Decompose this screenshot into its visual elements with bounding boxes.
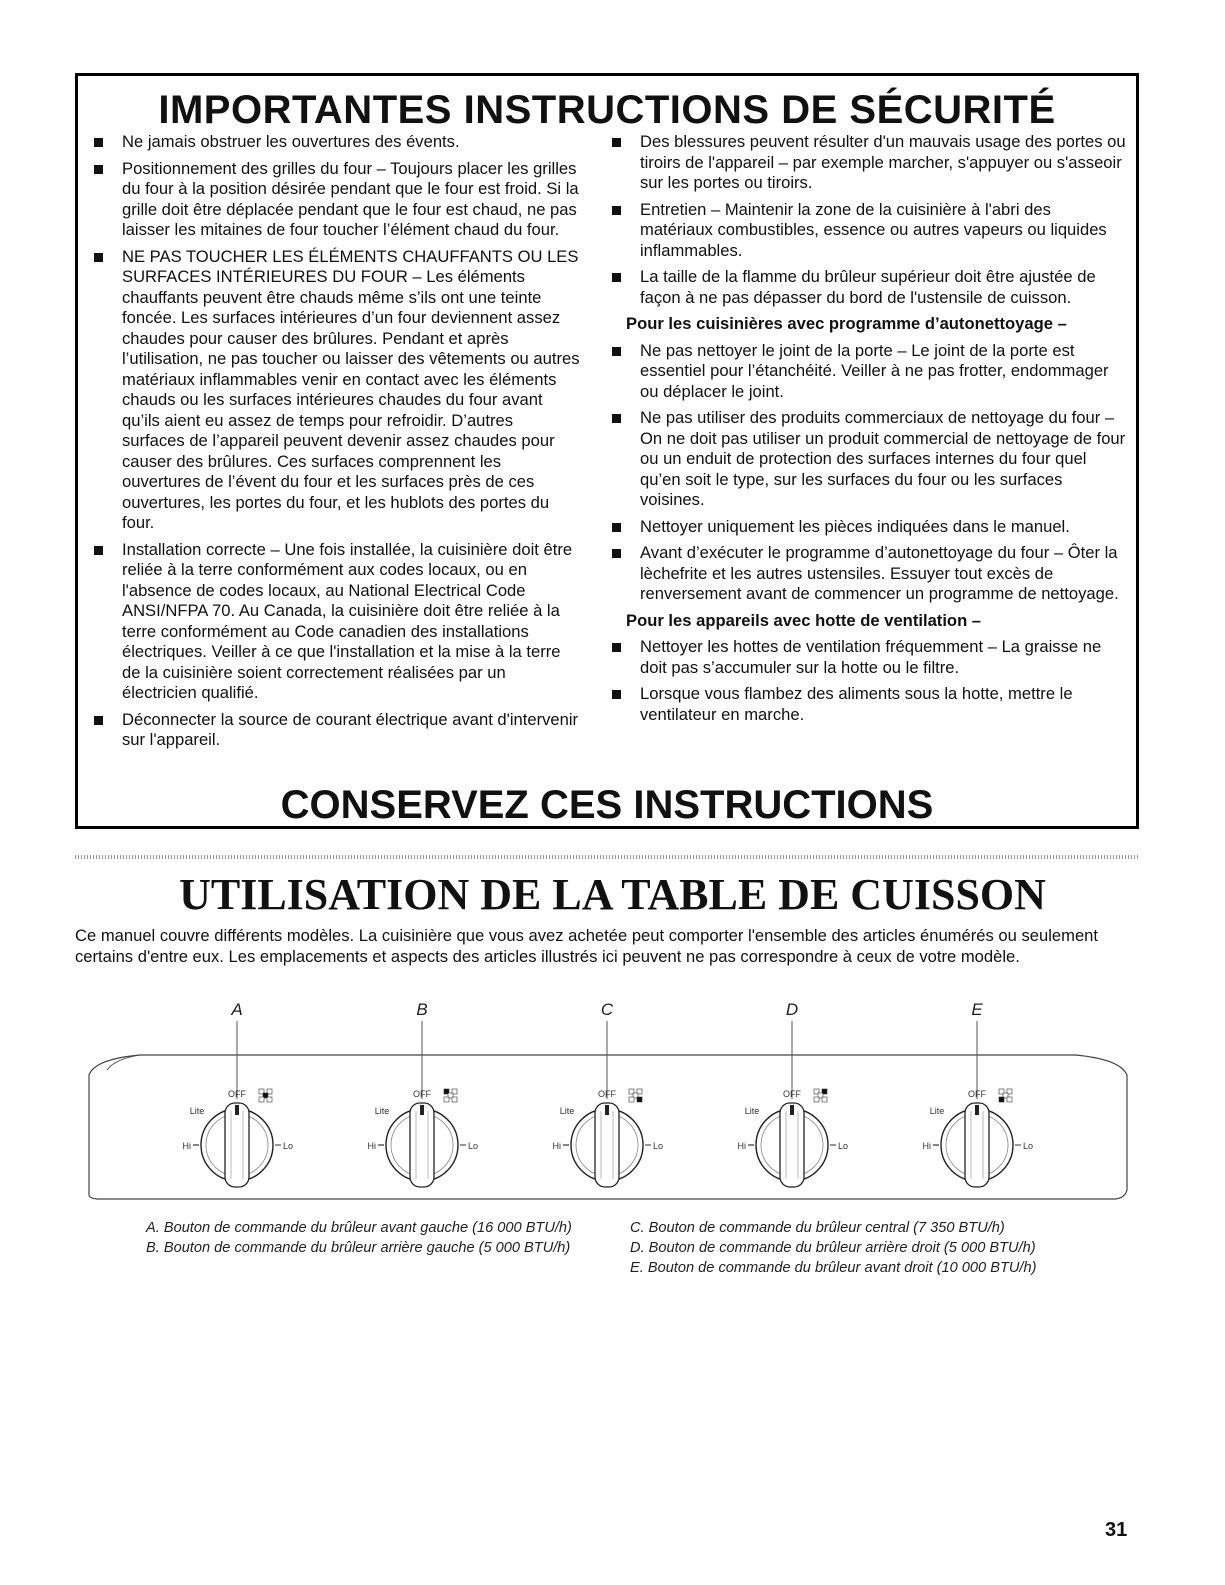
knob-grip: [595, 1103, 619, 1187]
knob-grip: [965, 1103, 989, 1187]
bullet-icon: [612, 643, 621, 652]
safety-item: Lorsque vous flambez des aliments sous la hotte, mettre le ventilateur en marche.: [608, 684, 1128, 725]
bullet-icon: [612, 414, 621, 423]
lite-label: Lite: [559, 1106, 575, 1116]
safety-item: Ne pas utiliser des produits commerciaux de nettoyage du four – On ne doit pas utiliser un produit commercial de nettoyage de four ou un enduit de protection des surfaces internes du four quel qu’en soit le type, sur les surfaces du four ou les surfaces voisines.: [608, 408, 1128, 511]
pointer-mark: [235, 1105, 239, 1115]
knob-grip: [410, 1103, 434, 1187]
off-label: OFF: [783, 1089, 801, 1099]
page-number: 31: [1105, 1519, 1128, 1541]
safety-right-column: [608, 132, 1128, 731]
caption-b: B. Bouton de commande du brûleur arrière gauche (5 000 BTU/h): [146, 1240, 571, 1256]
save-instructions-heading: CONSERVEZ CES INSTRUCTIONS: [280, 783, 934, 827]
burner-position-icon: [999, 1089, 1012, 1102]
lo-label: Lo: [653, 1141, 664, 1151]
safety-left-column: [90, 132, 580, 757]
safety-item: Entretien – Maintenir la zone de la cuisinière à l'abri des matériaux combustibles, essence ou autres vapeurs ou liquides inflammables.: [608, 200, 1128, 262]
burner-knob-a[interactable]: [183, 1000, 294, 1187]
safety-item: Nettoyer uniquement les pièces indiquées dans le manuel.: [608, 517, 1128, 538]
cooktop-controls-diagram: [85, 995, 1135, 1210]
burner-knob-b[interactable]: [368, 1000, 479, 1187]
burner-knob-c[interactable]: [553, 1000, 664, 1187]
burner-position-icon: [629, 1089, 642, 1102]
safety-item: Nettoyer les hottes de ventilation fréquemment – La graisse ne doit pas s’accumuler sur la hotte ou le filtre.: [608, 637, 1128, 678]
bullet-icon: [612, 690, 621, 699]
lo-label: Lo: [468, 1141, 479, 1151]
knob-letter-label: A: [231, 1000, 243, 1019]
lite-label: Lite: [929, 1106, 945, 1116]
hi-label: Hi: [737, 1141, 746, 1151]
knob-letter-label: D: [785, 1000, 799, 1019]
vent-hood-subheading: Pour les appareils avec hotte de ventilation –: [626, 610, 982, 630]
safety-item: Avant d’exécuter le programme d’autonettoyage du four – Ôter la lèchefrite et les autres ustensiles. Essuyer tout excès de renversement avant de commencer un programme de nettoyage.: [608, 543, 1128, 605]
bullet-icon: [612, 206, 621, 215]
section-title: UTILISATION DE LA TABLE DE CUISSON: [179, 870, 1046, 919]
knob-letter-label: B: [416, 1000, 428, 1019]
section-divider: [75, 855, 1139, 859]
safety-item: NE PAS TOUCHER LES ÉLÉMENTS CHAUFFANTS OU LES SURFACES INTÉRIEURES DU FOUR – Les éléments chauffants peuvent être chauds même s’ils ont une teinte foncée. Les surfaces intérieures d’un four deviennent assez chaudes pour causer des brûlures. Pendant et après l’utilisation, ne pas toucher ou laisser des vêtements ou autres matériaux inflammables venir en contact avec les éléments chauds ou les surfaces intérieures chaudes du four avant qu’ils aient eu assez de temps pour refroidir. D’autres surfaces de l’appareil peuvent devenir assez chaudes pour causer des brûlures. Ces surfaces comprennent les ouvertures de l’évent du four et les surfaces près de ces ouvertures, les portes du four, et les hublots des portes du four.: [90, 247, 580, 534]
hi-label: Hi: [367, 1141, 376, 1151]
burner-position-icon: [444, 1089, 457, 1102]
lite-label: Lite: [374, 1106, 390, 1116]
bullet-icon: [94, 253, 103, 262]
hi-label: Hi: [552, 1141, 561, 1151]
knob-grip: [780, 1103, 804, 1187]
caption-c: C. Bouton de commande du brûleur central (7 350 BTU/h): [630, 1220, 1005, 1236]
burner-knob-d[interactable]: [738, 1000, 849, 1187]
lite-label: Lite: [744, 1106, 760, 1116]
intro-paragraph: Ce manuel couvre différents modèles. La cuisinière que vous avez achetée peut comporter l'ensemble des articles énumérés ou seulement certains d'entre eux. Les emplacements et aspects des articles illustrés ici peuvent ne pas correspondre à ceux de votre modèle.: [75, 926, 1099, 966]
bullet-icon: [612, 549, 621, 558]
knob-letter-label: E: [971, 1000, 983, 1019]
bullet-icon: [612, 273, 621, 282]
safety-item: Déconnecter la source de courant électrique avant d'intervenir sur l'appareil.: [90, 710, 580, 751]
bullet-icon: [94, 546, 103, 555]
safety-instructions-box: [75, 73, 1139, 829]
caption-e: E. Bouton de commande du brûleur avant droit (10 000 BTU/h): [630, 1260, 1037, 1276]
hi-label: Hi: [182, 1141, 191, 1151]
safety-item: Des blessures peuvent résulter d'un mauvais usage des portes ou tiroirs de l'appareil – par exemple marcher, s'appuyer ou s'asseoir sur les portes ou tiroirs.: [608, 132, 1128, 194]
caption-a: A. Bouton de commande du brûleur avant gauche (16 000 BTU/h): [146, 1220, 572, 1236]
lo-label: Lo: [1023, 1141, 1034, 1151]
safety-item: Ne jamais obstruer les ouvertures des évents.: [90, 132, 580, 153]
lite-label: Lite: [189, 1106, 205, 1116]
bullet-icon: [94, 165, 103, 174]
knob-letter-label: C: [600, 1000, 614, 1019]
pointer-mark: [975, 1105, 979, 1115]
pointer-mark: [790, 1105, 794, 1115]
off-label: OFF: [228, 1089, 246, 1099]
pointer-mark: [605, 1105, 609, 1115]
self-clean-subheading: Pour les cuisinières avec programme d’autonettoyage –: [626, 314, 1067, 333]
off-label: OFF: [968, 1089, 986, 1099]
burner-knob-e[interactable]: [923, 1000, 1034, 1187]
burner-position-icon: [814, 1089, 827, 1102]
bullet-icon: [94, 716, 103, 725]
bullet-icon: [612, 347, 621, 356]
burner-position-icon: [259, 1089, 272, 1102]
safety-item: Ne pas nettoyer le joint de la porte – Le joint de la porte est essentiel pour l’étanchéité. Veiller à ne pas frotter, endommager ou déplacer le joint.: [608, 341, 1128, 403]
safety-item: Positionnement des grilles du four – Toujours placer les grilles du four à la position désirée pendant que le four est froid. Si la grille doit être déplacée pendant que le four est chaud, ne pas laisser les mitaines de four toucher l’élément chaud du four.: [90, 159, 580, 241]
knob-grip: [225, 1103, 249, 1187]
safety-item: Installation correcte – Une fois installée, la cuisinière doit être reliée à la terre conformément aux codes locaux, ou en l'absence de codes locaux, au National Electrical Code ANSI/NFPA 70. Au Canada, la cuisinière doit être reliée à la terre conformément au Code canadien des installations électriques. Veiller à ce que l'installation et la mise à la terre de la cuisinière soient correctement réalisées par un électricien qualifié.: [90, 540, 580, 704]
lo-label: Lo: [283, 1141, 294, 1151]
lo-label: Lo: [838, 1141, 849, 1151]
off-label: OFF: [413, 1089, 431, 1099]
bullet-icon: [94, 138, 103, 147]
safety-title: IMPORTANTES INSTRUCTIONS DE SÉCURITÉ: [158, 88, 1056, 132]
off-label: OFF: [598, 1089, 616, 1099]
hi-label: Hi: [922, 1141, 931, 1151]
caption-d: D. Bouton de commande du brûleur arrière droit (5 000 BTU/h): [630, 1240, 1036, 1256]
bullet-icon: [612, 523, 621, 532]
pointer-mark: [420, 1105, 424, 1115]
safety-item: La taille de la flamme du brûleur supérieur doit être ajustée de façon à ne pas dépasser du bord de l'ustensile de cuisson.: [608, 267, 1128, 308]
bullet-icon: [612, 138, 621, 147]
